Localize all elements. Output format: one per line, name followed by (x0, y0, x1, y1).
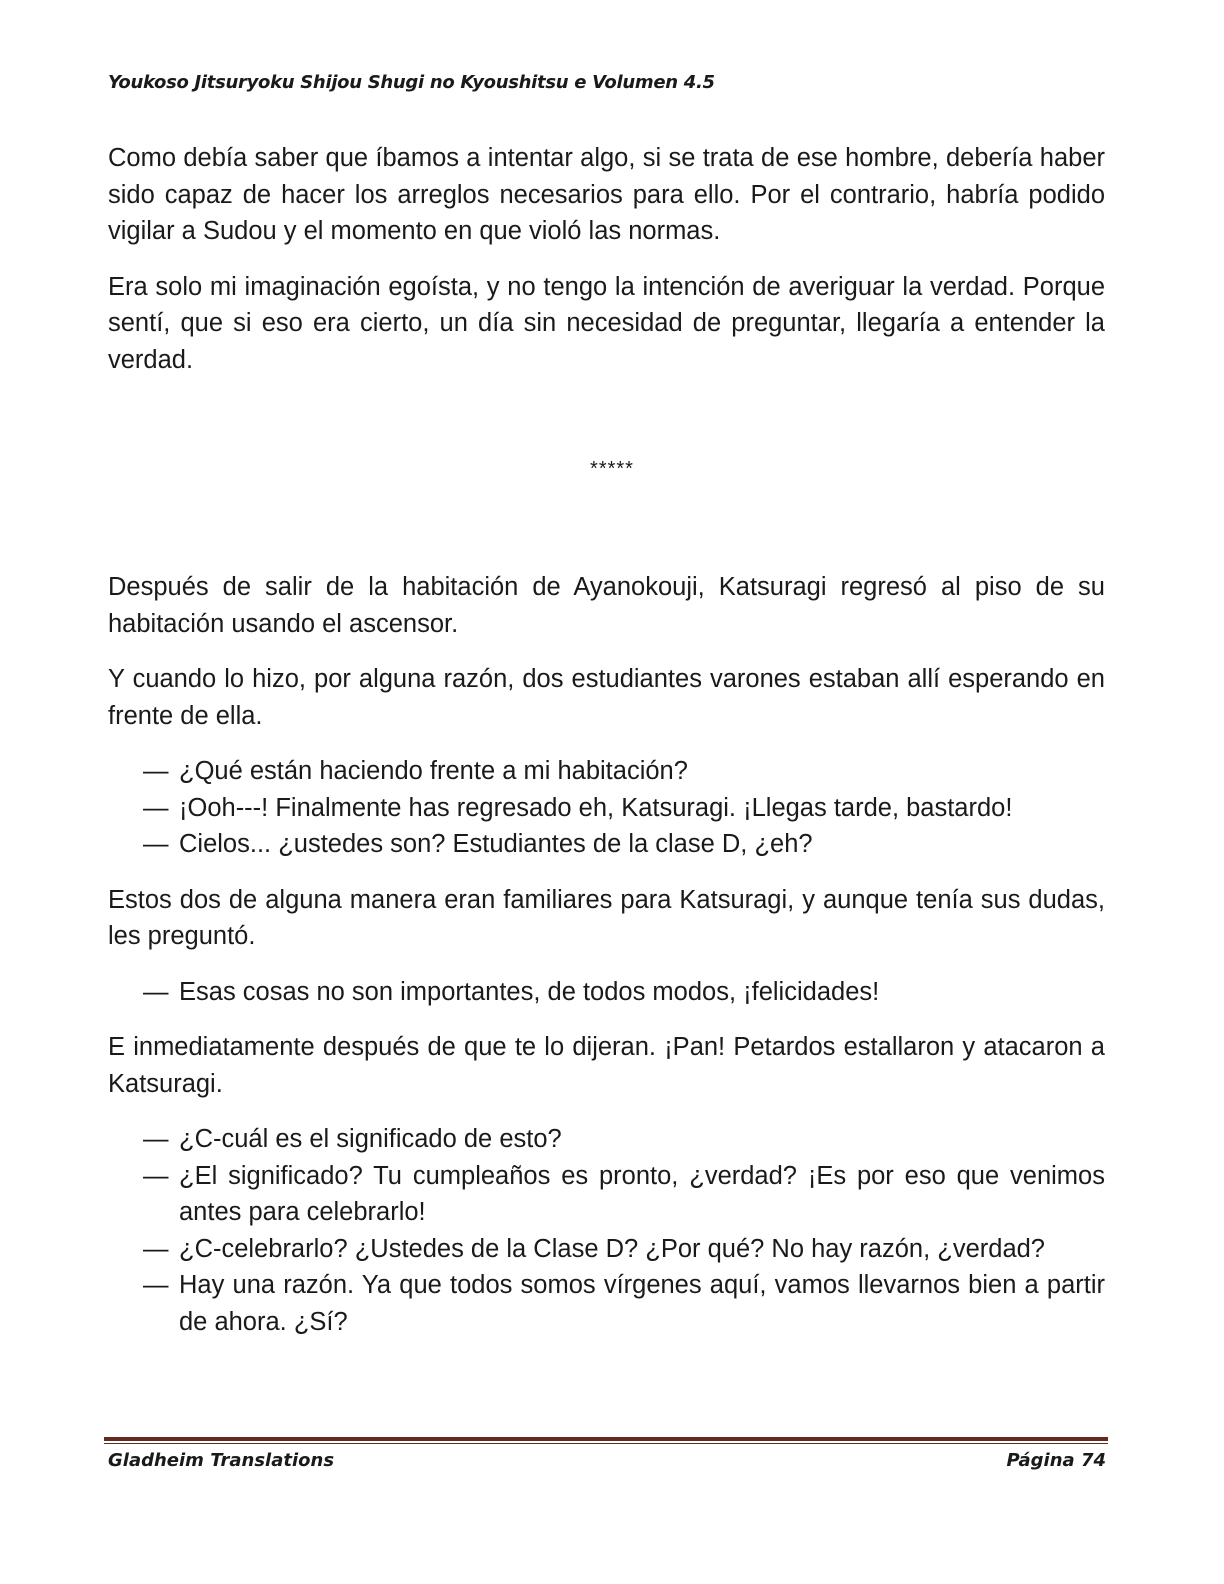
paragraph: Después de salir de la habitación de Ayanokouji, Katsuragi regresó al piso de su habitación usando el ascensor. (108, 573, 1105, 638)
paragraph: Estos dos de alguna manera eran familiares para Katsuragi, y aunque tenía sus dudas, les preguntó. (108, 885, 1105, 950)
dialog-line: — ¿C-cuál es el significado de esto? (108, 1121, 1105, 1158)
page-header-title: Youkoso Jitsuryoku Shijou Shugi no Kyoushitsu e Volumen 4.5 (108, 72, 715, 93)
footer-divider (104, 1437, 1108, 1441)
dialog-line: — Esas cosas no son importantes, de todos modos, ¡felicidades! (108, 974, 1105, 1011)
dialog-dash: — (143, 1234, 169, 1263)
footer-divider-thin (104, 1443, 1108, 1444)
dialog-line: — Hay una razón. Ya que todos somos vírgenes aquí, vamos llevarnos bien a partir de ahora. ¿Sí? (108, 1267, 1105, 1340)
footer-page-number: Página 74 (1006, 1450, 1106, 1471)
dialog-dash: — (143, 793, 169, 822)
paragraph: Como debía saber que íbamos a intentar algo, si se trata de ese hombre, debería haber sido capaz de hacer los arreglos necesarios para ello. Por el contrario, habría podido vigilar a Sudou y el momento en que violó las normas. (108, 144, 1105, 245)
dialog-dash: — (143, 830, 169, 858)
dialog-dash: — (143, 1125, 169, 1153)
dialog-line: — ¿El significado? Tu cumpleaños es pronto, ¿verdad? ¡Es por eso que venimos antes para celebrarlo! (108, 1158, 1105, 1231)
dialog-block (108, 1121, 1105, 1340)
footer-publisher: Gladheim Translations (108, 1450, 335, 1471)
paragraph: E inmediatamente después de que te lo dijeran. ¡Pan! Petardos estallaron y atacaron a Katsuragi. (108, 1033, 1105, 1098)
paragraph: Y cuando lo hizo, por alguna razón, dos estudiantes varones estaban allí esperando en frente de ella. (108, 665, 1105, 730)
dialog-block (108, 753, 1105, 863)
dialog-line: — ¡Ooh---! Finalmente has regresado eh, Katsuragi. ¡Llegas tarde, bastardo! (108, 790, 1105, 827)
dialog-dash: — (143, 757, 169, 785)
dialog-line: — ¿C-celebrarlo? ¿Ustedes de la Clase D? ¿Por qué? No hay razón, ¿verdad? (108, 1231, 1105, 1268)
dialog-line: — ¿Qué están haciendo frente a mi habitación? (108, 753, 1105, 790)
scene-separator: ***** (590, 458, 634, 480)
dialog-dash: — (143, 977, 169, 1006)
dialog-block (108, 974, 1105, 1011)
dialog-dash: — (143, 1271, 169, 1299)
dialog-dash: — (143, 1161, 169, 1190)
page-body (108, 140, 1105, 397)
page-body-second (108, 569, 1105, 1359)
dialog-line: — Cielos... ¿ustedes son? Estudiantes de la clase D, ¿eh? (108, 826, 1105, 863)
paragraph: Era solo mi imaginación egoísta, y no tengo la intención de averiguar la verdad. Porque sentí, que si eso era cierto, un día sin necesidad de preguntar, llegaría a entender la verdad. (108, 272, 1105, 374)
